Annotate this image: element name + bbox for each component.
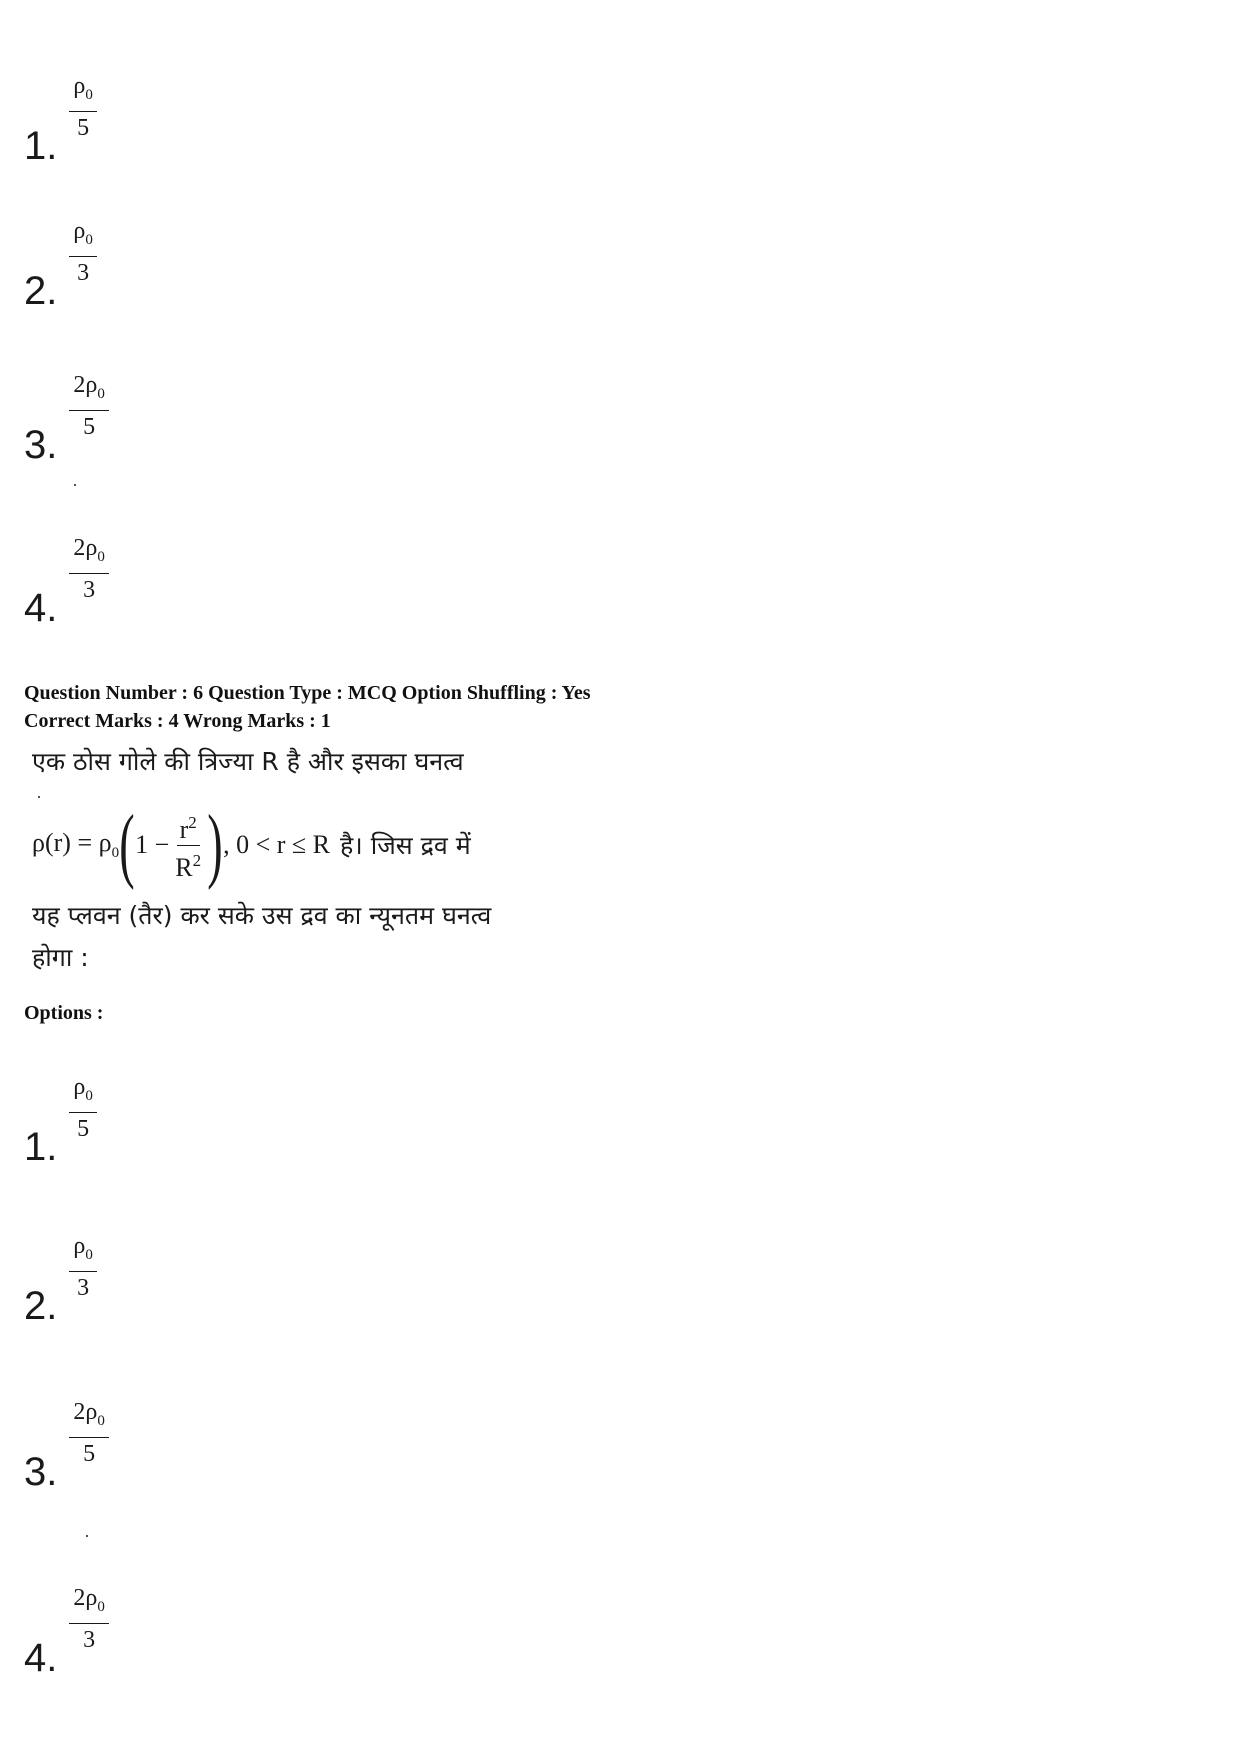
fraction-numerator: $\rho_0$ (69, 1073, 96, 1113)
top-option-3 (24, 371, 109, 465)
fraction-denominator: 5 (77, 115, 90, 141)
option-number: 1. (24, 124, 58, 168)
left-paren: ( (119, 798, 135, 891)
top-option-1 (24, 72, 97, 166)
top-option-4 (24, 534, 109, 628)
fraction-numerator: $\rho_0$ (69, 1232, 96, 1272)
formula-lhs: $\rho(r) = \rho_0$ (32, 828, 120, 861)
top-option-2 (24, 217, 97, 311)
formula-hindi-tail: है। जिस द्रव में (340, 831, 471, 860)
fraction-denominator: 5 (83, 1441, 96, 1467)
question-text-line1: एक ठोस गोले की त्रिज्या R है और इसका घनत्व (32, 747, 464, 776)
fraction-denominator: 5 (77, 1116, 90, 1142)
fraction-denominator: 3 (77, 1275, 90, 1301)
scan-speck (74, 484, 76, 486)
option-fraction (69, 1232, 96, 1302)
question-text-line4: होगा : (32, 943, 89, 972)
option-1 (24, 1073, 97, 1167)
option-number: 2. (24, 269, 58, 313)
option-fraction (69, 371, 108, 441)
formula-fraction-denominator: $R^2$ (175, 850, 202, 882)
option-fraction (69, 1073, 96, 1143)
options-label: Options : (24, 1002, 104, 1024)
density-formula (32, 800, 471, 890)
option-number: 2. (24, 1284, 58, 1328)
question-meta-line1: Question Number : 6 Question Type : MCQ Option Shuffling : Yes (24, 682, 591, 704)
option-number: 3. (24, 1450, 58, 1494)
option-number: 1. (24, 1125, 58, 1169)
formula-fraction-numerator: $r^2$ (177, 808, 200, 846)
fraction-numerator: $2\rho_0$ (69, 1398, 108, 1438)
option-number: 4. (24, 586, 58, 630)
option-4 (24, 1584, 109, 1678)
fraction-denominator: 3 (77, 260, 90, 286)
formula-one-minus: 1 − (135, 830, 170, 859)
formula-fraction (175, 808, 201, 883)
option-fraction (69, 1398, 108, 1468)
fraction-numerator: $2\rho_0$ (69, 371, 108, 411)
option-fraction (69, 1584, 108, 1654)
fraction-denominator: 3 (83, 577, 96, 603)
option-3 (24, 1398, 109, 1492)
right-paren: ) (207, 798, 223, 891)
option-fraction (69, 72, 96, 142)
option-fraction (69, 534, 108, 604)
option-fraction (69, 217, 96, 287)
fraction-denominator: 5 (83, 414, 96, 440)
scan-speck (38, 796, 40, 798)
fraction-denominator: 3 (83, 1627, 96, 1653)
question-meta-line2: Correct Marks : 4 Wrong Marks : 1 (24, 710, 331, 732)
fraction-numerator: $\rho_0$ (69, 72, 96, 112)
question-text-line3: यह प्लवन (तैर) कर सके उस द्रव का न्यूनतम घनत्व (32, 901, 492, 930)
option-number: 4. (24, 1636, 58, 1680)
fraction-numerator: $2\rho_0$ (69, 534, 108, 574)
option-number: 3. (24, 423, 58, 467)
formula-condition: , 0 < r ≤ R (223, 830, 331, 859)
fraction-numerator: $\rho_0$ (69, 217, 96, 257)
scan-speck (86, 1535, 88, 1537)
fraction-numerator: $2\rho_0$ (69, 1584, 108, 1624)
option-2 (24, 1232, 97, 1326)
